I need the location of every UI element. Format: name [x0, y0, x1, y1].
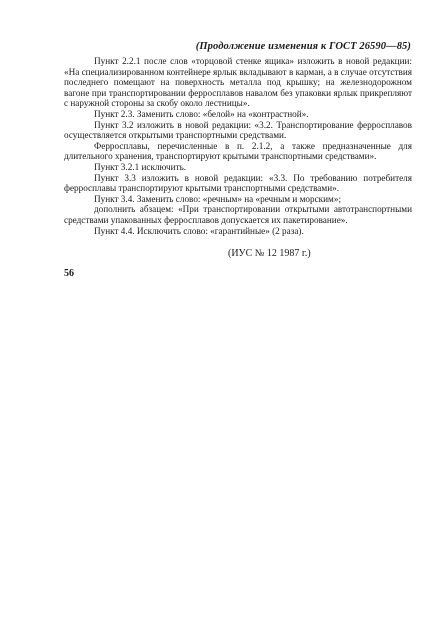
paragraph-3-4: Пункт 3.4. Заменить слово: «речным» на «речным и морским»; [94, 193, 341, 204]
paragraph-4-4: Пункт 4.4. Исключить слово: «гарантийные» (2 раза). [94, 225, 304, 236]
document-body [64, 56, 412, 236]
paragraph-2-2-1: Пункт 2.2.1 после слов «торцовой стенке ящика» изложить в новой редакции: «На специализированном контейнере ярлык вкладывают в карман, а в случае отсутствия последнего помещают на поверхность металла под крышку; на железнодорожном вагоне при транспортировании ферросплавов навалом без упаковки ярлык прикрепляют с наружной стороны за скобу около лестницы». [64, 56, 412, 109]
paragraph-3-2: Пункт 3.2 изложить в новой редакции: «3.2. Транспортирование ферросплавов осуществляется открытыми транспортными средствами. [64, 119, 412, 141]
paragraph-3-3: Пункт 3.3 изложить в новой редакции: «3.3. По требованию потребителя ферросплавы транспортируют крытыми транспортными средствами». [64, 172, 412, 194]
paragraph-2-3: Пункт 2.3. Заменить слово: «белой» на «контрастной». [94, 108, 309, 119]
paragraph-3-2-1: Пункт 3.2.1 исключить. [94, 161, 187, 172]
page-number: 56 [64, 268, 74, 279]
document-header: (Продолжение изменения к ГОСТ 26590—85) [195, 41, 411, 52]
ius-reference: (ИУС № 12 1987 г.) [228, 248, 311, 259]
paragraph-3-2-continued: Ферросплавы, перечисленные в п. 2.1.2, а также предназначенные для длительного хранения, транспортируют крытыми транспортными средствами». [64, 140, 412, 162]
paragraph-3-4-addition: дополнить абзацем: «При транспортировании открытыми автотранспортными средствами упакованных ферросплавов допускается их пакетирование». [64, 204, 412, 225]
